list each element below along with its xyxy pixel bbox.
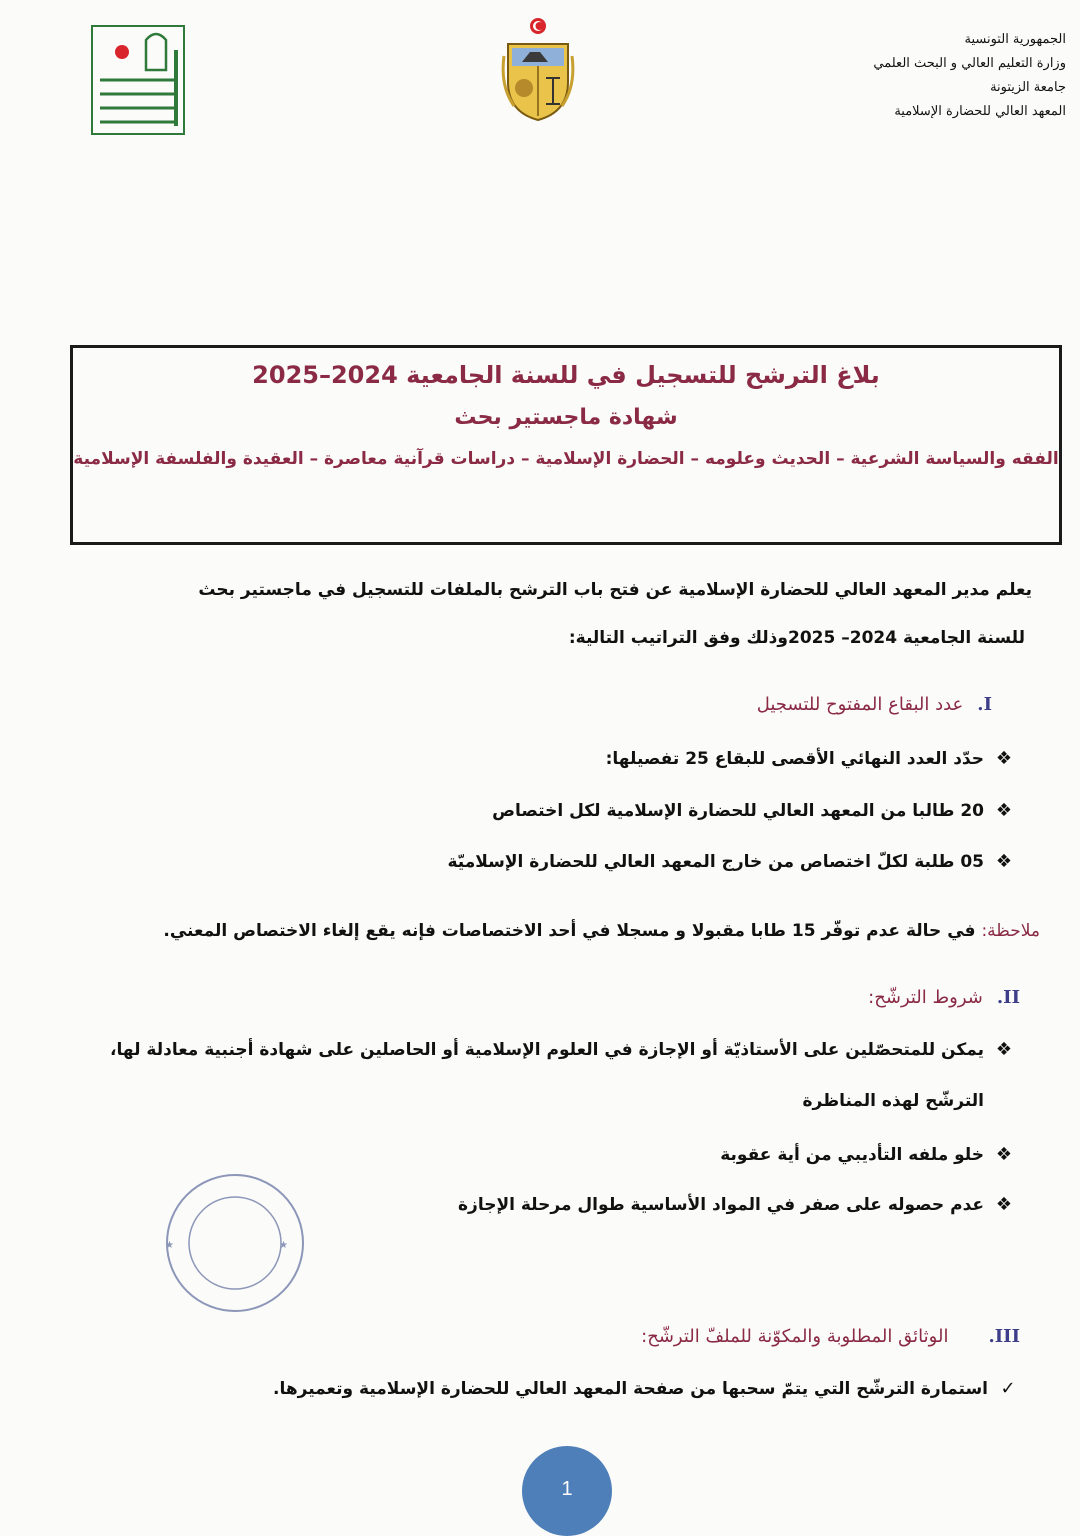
header-line-institute: المعهد العالي للحضارة الإسلامية: [894, 104, 1066, 119]
section-2-bullet-2: [720, 1140, 1014, 1170]
diamond-bullet-icon: ❖: [995, 1194, 1013, 1215]
diamond-bullet-icon: ❖: [995, 1039, 1013, 1060]
section-1-note: [163, 916, 1040, 946]
section-1-heading: [757, 690, 992, 720]
section-1-bullet-2: [492, 796, 1014, 826]
bullet-text: عدم حصوله على صفر في المواد الأساسية طوال مرحلة الإجازة: [458, 1195, 984, 1215]
tunisia-emblem-icon: [500, 16, 576, 124]
section-2-bullet-1: [110, 1035, 1014, 1065]
bullet-text: 20 طالبا من المعهد العالي للحضارة الإسلامية لكل اختصاص: [492, 801, 984, 821]
bullet-text: يمكن للمتحصّلين على الأستاذيّة أو الإجازة في العلوم الإسلامية أو الحاصلين على شهادة أجنبية معادلة لها،: [110, 1040, 984, 1060]
stamp-seal-icon: [160, 1168, 310, 1318]
section-1-bullet-3: [447, 847, 1014, 877]
section-3-number: III.: [988, 1326, 1020, 1347]
item-text: استمارة الترشّح التي يتمّ سحبها من صفحة المعهد العالي للحضارة الإسلامية وتعميرها.: [273, 1379, 988, 1399]
section-1-title: عدد البقاع المفتوح للتسجيل: [756, 694, 964, 715]
svg-text:★: ★: [165, 1240, 174, 1251]
section-3-heading: [641, 1322, 1020, 1352]
section-1-number: I.: [977, 694, 992, 715]
announcement-title-box: [70, 345, 1062, 545]
section-2-bullet-1-cont: الترشّح لهذه المناظرة: [802, 1091, 984, 1111]
degree-subtitle: شهادة ماجستير بحث: [454, 405, 678, 430]
header-line-republic: الجمهورية التونسية: [964, 32, 1066, 47]
bullet-text: حدّد العدد النهائي الأقصى للبقاع 25 تفصيلها:: [605, 749, 984, 769]
note-text: في حالة عدم توفّر 15 طابا مقبولا و مسجلا في أحد الاختصاصات فإنه يقع إلغاء الاختصاص المعني.: [163, 921, 982, 941]
specialties-list: الفقه والسياسة الشرعية – الحديث وعلومه – الحضارة الإسلامية – دراسات قرآنية معاصرة – العقيدة والفلسفة الإسلامية: [73, 449, 1059, 469]
institute-logo: [86, 20, 190, 140]
diamond-bullet-icon: ❖: [995, 1144, 1013, 1165]
header-line-university: جامعة الزيتونة: [990, 80, 1066, 95]
diamond-bullet-icon: ❖: [995, 748, 1013, 769]
bullet-text: 05 طلبة لكلّ اختصاص من خارج المعهد العالي للحضارة الإسلاميّة: [447, 852, 984, 872]
section-1-bullet-1: [606, 744, 1014, 774]
header-line-ministry: وزارة التعليم العالي و البحث العلمي: [873, 56, 1066, 71]
diamond-bullet-icon: ❖: [995, 851, 1013, 872]
svg-text:★: ★: [279, 1240, 288, 1251]
section-2-title: شروط الترشّح:: [868, 987, 983, 1008]
check-icon: ✓: [1000, 1378, 1016, 1399]
institute-logo-icon: [86, 20, 190, 140]
intro-line-2: للسنة الجامعية 2024– 2025وذلك وفق التراتيب التالية:: [568, 628, 1025, 648]
section-3-item-1: [273, 1374, 1018, 1404]
bullet-text: خلو ملفه التأديبي من أية عقوبة: [720, 1145, 984, 1165]
header-ministry-block: [806, 28, 1066, 124]
section-3-title: الوثائق المطلوبة والمكوّنة للملفّ الترشّح:: [641, 1326, 949, 1347]
intro-line-1: يعلم مدير المعهد العالي للحضارة الإسلامية عن فتح باب الترشح بالملفات للتسجيل في ماجستير بحث: [198, 580, 1032, 600]
institute-stamp: [160, 1168, 310, 1318]
section-2-bullet-3: [458, 1190, 1014, 1220]
diamond-bullet-icon: ❖: [995, 800, 1013, 821]
section-2-number: II.: [996, 987, 1020, 1008]
section-2-heading: [868, 983, 1020, 1013]
page-number-badge: 1: [522, 1446, 612, 1536]
announcement-title: بلاغ الترشح للتسجيل في للسنة الجامعية 2024–2025: [252, 361, 880, 389]
note-label: ملاحظة:: [981, 921, 1040, 941]
